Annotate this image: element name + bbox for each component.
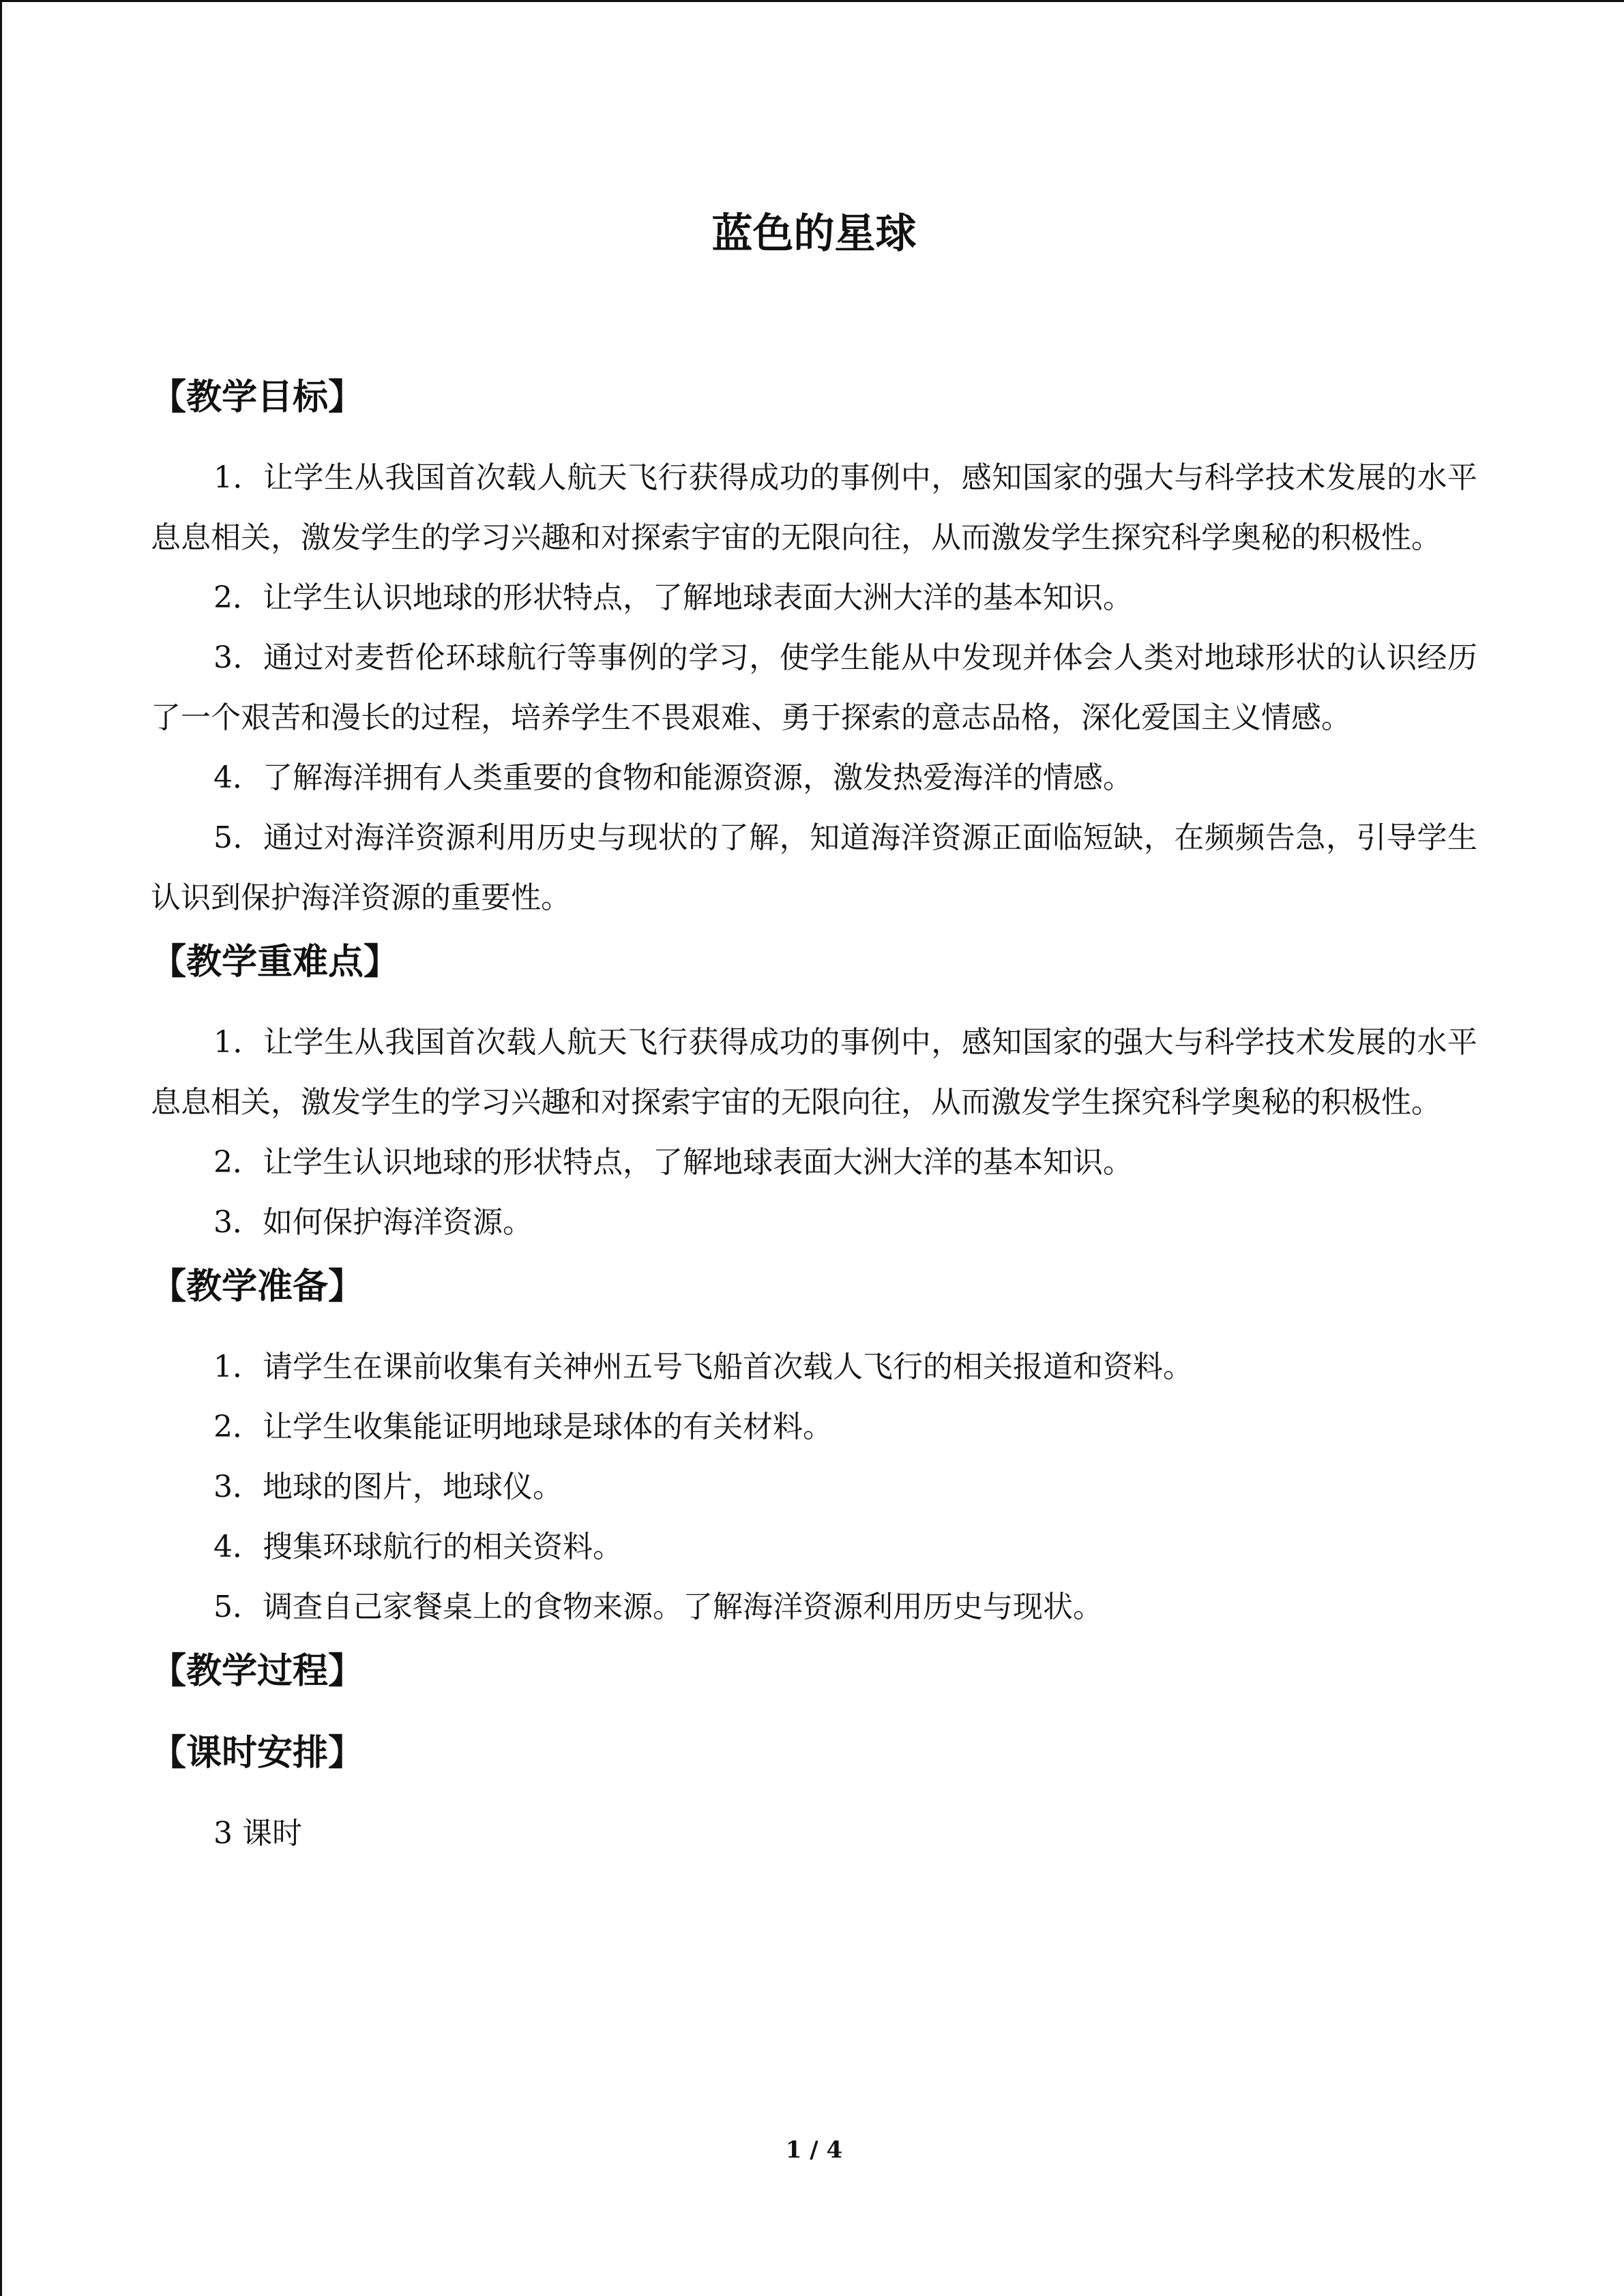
section-heading: 【教学目标】 xyxy=(151,377,364,418)
section-heading: 【课时安排】 xyxy=(151,1733,364,1774)
paragraph: 3．地球的图片，地球仪。 xyxy=(213,1470,563,1504)
section-heading: 【教学过程】 xyxy=(151,1651,364,1692)
paragraph: 4．搜集环球航行的相关资料。 xyxy=(213,1530,623,1564)
paragraph: 1．请学生在课前收集有关神州五号飞船首次载人飞行的相关报道和资料。 xyxy=(213,1350,1193,1384)
paragraph: 1．让学生从我国首次载人航天飞行获得成功的事例中，感知国家的强大与科学技术发展的水平息息相关，激发学生的学习兴趣和对探索宇宙的无限向往，从而激发学生探究科学奥秘的积极性。 xyxy=(151,460,1477,555)
section-heading: 【教学重难点】 xyxy=(151,942,400,983)
document-title: 蓝色的星球 xyxy=(711,210,917,258)
paragraph: 2．让学生认识地球的形状特点，了解地球表面大洲大洋的基本知识。 xyxy=(213,1145,1133,1180)
paragraph: 2．让学生认识地球的形状特点，了解地球表面大洲大洋的基本知识。 xyxy=(213,580,1133,615)
section-preparation xyxy=(151,1259,1477,1637)
section-teaching-goals xyxy=(151,370,1477,928)
section-process xyxy=(151,1644,1477,1699)
paragraph: 5．通过对海洋资源利用历史与现状的了解，知道海洋资源正面临短缺，在频频告急，引导学生认识到保护海洋资源的重要性。 xyxy=(151,820,1477,915)
document-content xyxy=(151,207,1477,1870)
paragraph: 4．了解海洋拥有人类重要的食物和能源资源，激发热爱海洋的情感。 xyxy=(213,760,1133,795)
page-number: 1 / 4 xyxy=(785,2136,843,2164)
section-key-difficulties xyxy=(151,935,1477,1253)
paragraph: 3．如何保护海洋资源。 xyxy=(213,1205,533,1240)
section-schedule xyxy=(151,1726,1477,1864)
paragraph: 3 课时 xyxy=(213,1816,302,1851)
paragraph: 5．调查自己家餐桌上的食物来源。了解海洋资源利用历史与现状。 xyxy=(213,1590,1103,1624)
section-heading: 【教学准备】 xyxy=(151,1266,364,1307)
paragraph: 1．让学生从我国首次载人航天飞行获得成功的事例中，感知国家的强大与科学技术发展的水平息息相关，激发学生的学习兴趣和对探索宇宙的无限向往，从而激发学生探究科学奥秘的积极性。 xyxy=(151,1025,1477,1120)
paragraph: 3．通过对麦哲伦环球航行等事例的学习，使学生能从中发现并体会人类对地球形状的认识经历了一个艰苦和漫长的过程，培养学生不畏艰难、勇于探索的意志品格，深化爱国主义情感。 xyxy=(151,640,1477,735)
paragraph: 2．让学生收集能证明地球是球体的有关材料。 xyxy=(213,1410,833,1444)
